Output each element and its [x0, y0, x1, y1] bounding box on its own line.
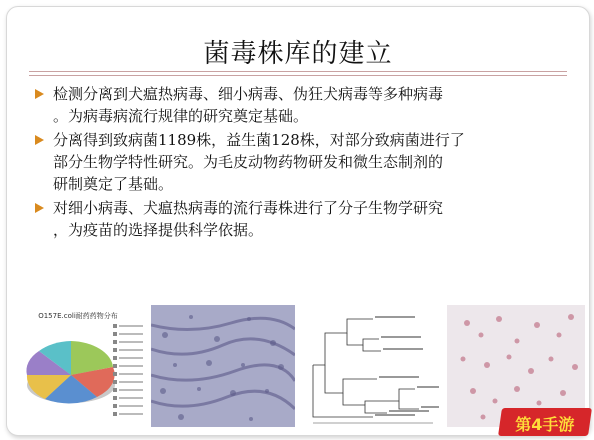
bullet-item [35, 129, 575, 195]
bullet-item [35, 197, 575, 241]
pie-chart-graphic [9, 319, 147, 429]
slide-title: 菌毒株库的建立 [203, 39, 393, 69]
bullet-item [35, 83, 575, 127]
bullet-line: 分离得到致病菌1189株，益生菌128株，对部分致病菌进行了 [53, 131, 465, 149]
pie-chart-figure [9, 305, 147, 427]
bullet-line: 研制奠定了基础。 [53, 175, 174, 193]
bullet-line: 部分生物学特性研究。为毛皮动物药物研发和微生态制剂的 [53, 153, 444, 171]
bullet-line: 对细小病毒、犬瘟热病毒的流行毒株进行了分子生物学研究 [53, 199, 444, 217]
pie-chart-title: O157E.coli耐药药物分布 [38, 312, 118, 320]
bullet-arrow-icon [35, 135, 44, 145]
bullet-line: 检测分离到犬瘟热病毒、细小病毒、伪狂犬病毒等多种病毒 [53, 85, 444, 103]
micrograph-image [151, 305, 295, 427]
bullet-list [35, 83, 575, 243]
bullet-line: 。为病毒病流行规律的研究奠定基础。 [53, 107, 309, 125]
micrograph-graphic [151, 305, 295, 427]
watermark-badge [498, 408, 592, 436]
title-rule-top [29, 71, 567, 72]
bullet-arrow-icon [35, 89, 44, 99]
bullet-line: ，为疫苗的选择提供科学依据。 [53, 221, 264, 239]
title-rule-bottom [29, 75, 567, 76]
watermark-text: 第4手游 [515, 415, 575, 434]
phylogenetic-tree-graphic [303, 305, 443, 427]
phylogenetic-tree-figure [303, 305, 443, 427]
bullet-arrow-icon [35, 203, 44, 213]
slide [6, 6, 590, 436]
